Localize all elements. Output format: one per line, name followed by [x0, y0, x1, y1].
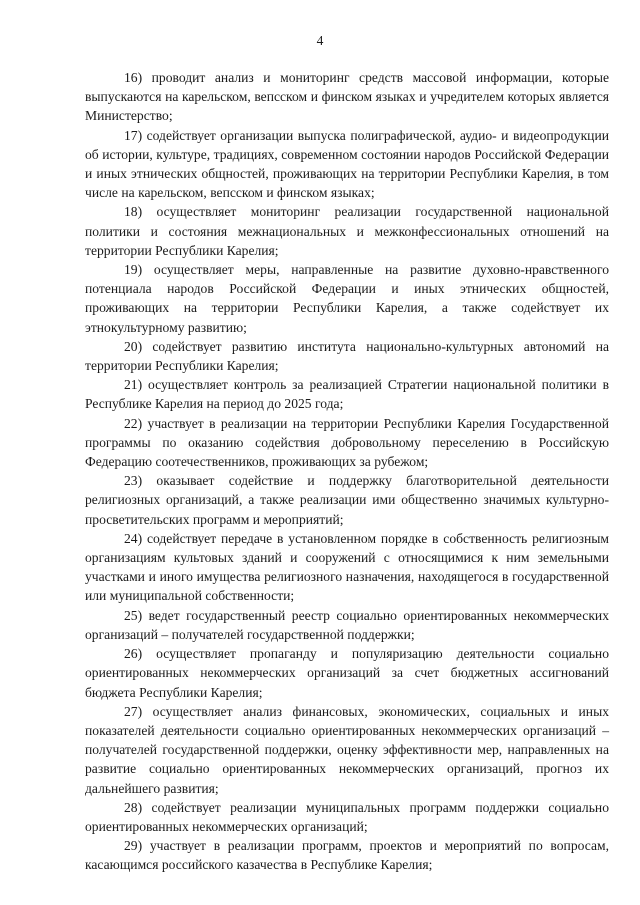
list-item: 21) осуществляет контроль за реализацией Стратегии национальной политики в Республике Карелия на период до 2025 года; [85, 377, 609, 412]
list-item: 26) осуществляет пропаганду и популяризацию деятельности социально ориентированных некоммерческих организаций за счет бюджетных ассигнований бюджета Республики Карелия; [85, 646, 609, 700]
list-item: 27) осуществляет анализ финансовых, экономических, социальных и иных показателей деятельности социально ориентированных некоммерческих организаций – получателей государственной поддержки, оценку эффективности мер, направленных на развитие социально ориентированных некоммерческих организаций, прогноз их дальнейшего развития; [85, 703, 609, 796]
list-item: 16) проводит анализ и мониторинг средств массовой информации, которые выпускаются на карельском, вепсском и финском языках и учредителем которых является Министерство; [85, 70, 609, 124]
list-item: 24) содействует передаче в установленном порядке в собственность религиозным организациям культовых зданий и сооружений с относящимися к ним земельными участками и иного имущества религиозного назначения, находящегося в государственной или муниципальной собственности; [85, 530, 609, 604]
list-item: 29) участвует в реализации программ, проектов и мероприятий по вопросам, касающимся российского казачества в Республике Карелия; [85, 838, 609, 873]
list-item: 28) содействует реализации муниципальных программ поддержки социально ориентированных некоммерческих организаций; [85, 799, 609, 834]
list-item: 18) осуществляет мониторинг реализации государственной национальной политики и состояния межнациональных и межконфессиональных отношений на территории Республики Карелия; [85, 204, 609, 258]
list-item: 23) оказывает содействие и поддержку благотворительной деятельности религиозных организаций, а также реализации ими общественно значимых культурно-просветительских программ и мероприятий; [85, 473, 609, 527]
document-body [85, 68, 609, 875]
page-number: 4 [316, 33, 324, 48]
list-item: 19) осуществляет меры, направленные на развитие духовно-нравственного потенциала народов Российской Федерации и иных этнических общностей, проживающих на территории Республики Карелия, а также содействует их этнокультурному развитию; [85, 262, 609, 335]
list-item: 17) содействует организации выпуска полиграфической, аудио- и видеопродукции об истории, культуре, традициях, современном состоянии народов Российской Федерации и иных этнических общностей, проживающих на территории Республики Карелия, в том числе на карельском, вепсском и финском языках; [85, 127, 609, 201]
list-item: 20) содействует развитию института национально-культурных автономий на территории Республики Карелия; [85, 338, 609, 374]
list-item: 22) участвует в реализации на территории Республики Карелия Государственной программы по оказанию содействия добровольному переселению в Российскую Федерацию соотечественников, проживающих за рубежом; [85, 415, 609, 470]
list-item: 25) ведет государственный реестр социально ориентированных некоммерческих организаций – получателей государственной поддержки; [85, 607, 609, 642]
